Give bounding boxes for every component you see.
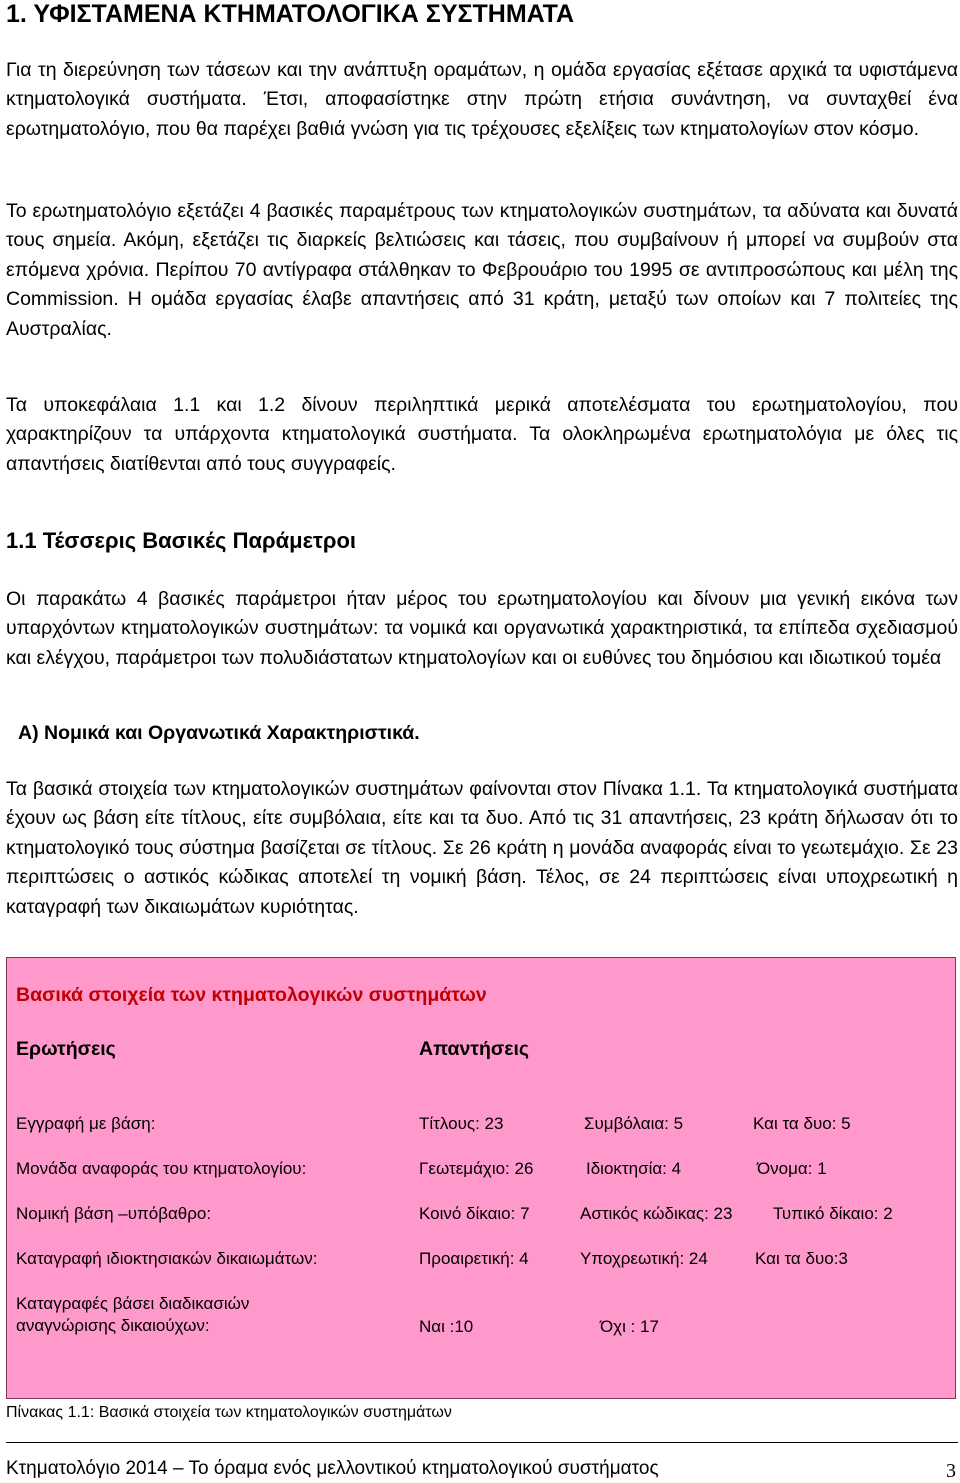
row-answer-1: Προαιρετική: 4 [419,1249,529,1268]
paragraph-parameters: Οι παρακάτω 4 βασικές παράμετροι ήταν μέρος του ερωτηματολογίου και δίνουν μια γενική εικόνα των υπαρχόντων κτηματολογικών συστημάτων: τα νομικά και οργανωτικά χαρακτηριστικά, τα επίπεδα σχεδιασμού και ελέγχου, παράμετροι των πολυδιάστατων κτηματολογίων και οι ευθύνες του δημόσιου και ιδιωτικού τομέα [6,588,958,669]
row-answer-1: Γεωτεμάχιο: 26 [419,1159,534,1178]
footer-divider [6,1442,958,1443]
row-answer-2: Ιδιοκτησία: 4 [586,1159,682,1178]
row-answer-2: Υποχρεωτική: 24 [580,1249,708,1268]
row-question: Καταγραφή ιδιοκτησιακών δικαιωμάτων: [16,1249,318,1268]
row-answer-1: Κοινό δίκαιο: 7 [419,1204,530,1223]
chapter-heading: 1. ΥΦΙΣΤΑΜΕΝΑ ΚΤΗΜΑΤΟΛΟΓΙΚΑ ΣΥΣΤΗΜΑΤΑ [6,0,575,28]
subsection-heading: Α) Νομικά και Οργανωτικά Χαρακτηριστικά. [18,722,420,744]
row-answer-3: Όνομα: 1 [757,1159,827,1178]
paragraph-questionnaire: Το ερωτηματολόγιο εξετάζει 4 βασικές παραμέτρους των κτηματολογικών συστημάτων, τα αδύνατα και δυνατά τους σημεία. Ακόμη, εξετάζει τις διαρκείς βελτιώσεις και τάσεις, που συμβαίνουν ή μπορεί να συμβούν στα επόμενα χρόνια. Περίπου 70 αντίγραφα στάλθηκαν το Φεβρουάριο του 1995 σε αντιπροσώπους και μέλη της Commission. Η ομάδα εργασίας έλαβε απαντήσεις από 31 κράτη, μεταξύ των οποίων και 7 πολιτείες της Αυστραλίας. [6,200,958,340]
summary-table [6,957,956,1399]
row-question: Μονάδα αναφοράς του κτηματολογίου: [16,1159,307,1178]
row-answer-3: Και τα δυο: 5 [753,1114,851,1133]
row-question: Καταγραφές βάσει διαδικασιών αναγνώρισης δικαιούχων: [16,1294,250,1335]
column-header-answers: Απαντήσεις [419,1038,530,1060]
row-answer-2: Αστικός κώδικας: 23 [580,1204,733,1223]
paragraph-basic-elements: Τα βασικά στοιχεία των κτηματολογικών συστημάτων φαίνονται στον Πίνακα 1.1. Τα κτηματολογικά συστήματα έχουν ως βάση είτε τίτλους, είτε συμβόλαια, είτε και τα δυο. Από τις 31 απαντήσεις, 23 κράτη δήλωσαν ότι το κτηματολογικό τους σύστημα βασίζεται σε τίτλους. Σε 26 κράτη η μονάδα αναφοράς είναι το γεωτεμάχιο. Σε 23 περιπτώσεις ο αστικός κώδικας αποτελεί τη νομική βάση. Τέλος, σε 24 περιπτώσεις είναι υποχρεωτική η καταγραφή των δικαιωμάτων κυριότητας. [6,778,958,918]
row-answer-1: Ναι :10 [419,1317,474,1336]
section-heading: 1.1 Τέσσερις Βασικές Παράμετροι [6,528,356,553]
row-answer-2: Συμβόλαια: 5 [584,1114,684,1133]
footer-text: Κτηματολόγιο 2014 – Το όραμα ενός μελλοντικού κτηματολογικού συστήματος [6,1458,659,1479]
paragraph-subchapters: Τα υποκεφάλαια 1.1 και 1.2 δίνουν περιληπτικά μερικά αποτελέσματα του ερωτηματολογίου, που χαρακτηρίζουν τα υπάρχοντα κτηματολογικά συστήματα. Τα ολοκληρωμένα ερωτηματολόγια με όλες τις απαντήσεις διατίθενται από τους συγγραφείς. [6,394,958,475]
paragraph-intro: Για τη διερεύνηση των τάσεων και την ανάπτυξη οραμάτων, η ομάδα εργασίας εξέτασε αρχικά τα υφιστάμενα κτηματολογικά συστήματα. Έτσι, αποφασίστηκε στην πρώτη ετήσια συνάντηση, να συνταχθεί ένα ερωτηματολόγιο, που θα παρέχει βαθιά γνώση για τις τρέχουσες εξελίξεις των κτηματολογίων στον κόσμο. [6,59,958,140]
row-answer-1: Τίτλους: 23 [419,1114,504,1133]
column-header-questions: Ερωτήσεις [16,1038,116,1060]
row-answer-3: Τυπικό δίκαιο: 2 [773,1204,893,1223]
row-answer-2: Όχι : 17 [600,1317,659,1336]
table-title: Βασικά στοιχεία των κτηματολογικών συστημάτων [16,984,487,1006]
page-number: 3 [946,1460,956,1482]
table-caption: Πίνακας 1.1: Βασικά στοιχεία των κτηματολογικών συστημάτων [6,1404,452,1421]
row-question: Νομική βάση –υπόβαθρο: [16,1204,212,1223]
row-answer-3: Και τα δυο:3 [755,1249,848,1268]
row-question: Εγγραφή με βάση: [16,1114,156,1133]
